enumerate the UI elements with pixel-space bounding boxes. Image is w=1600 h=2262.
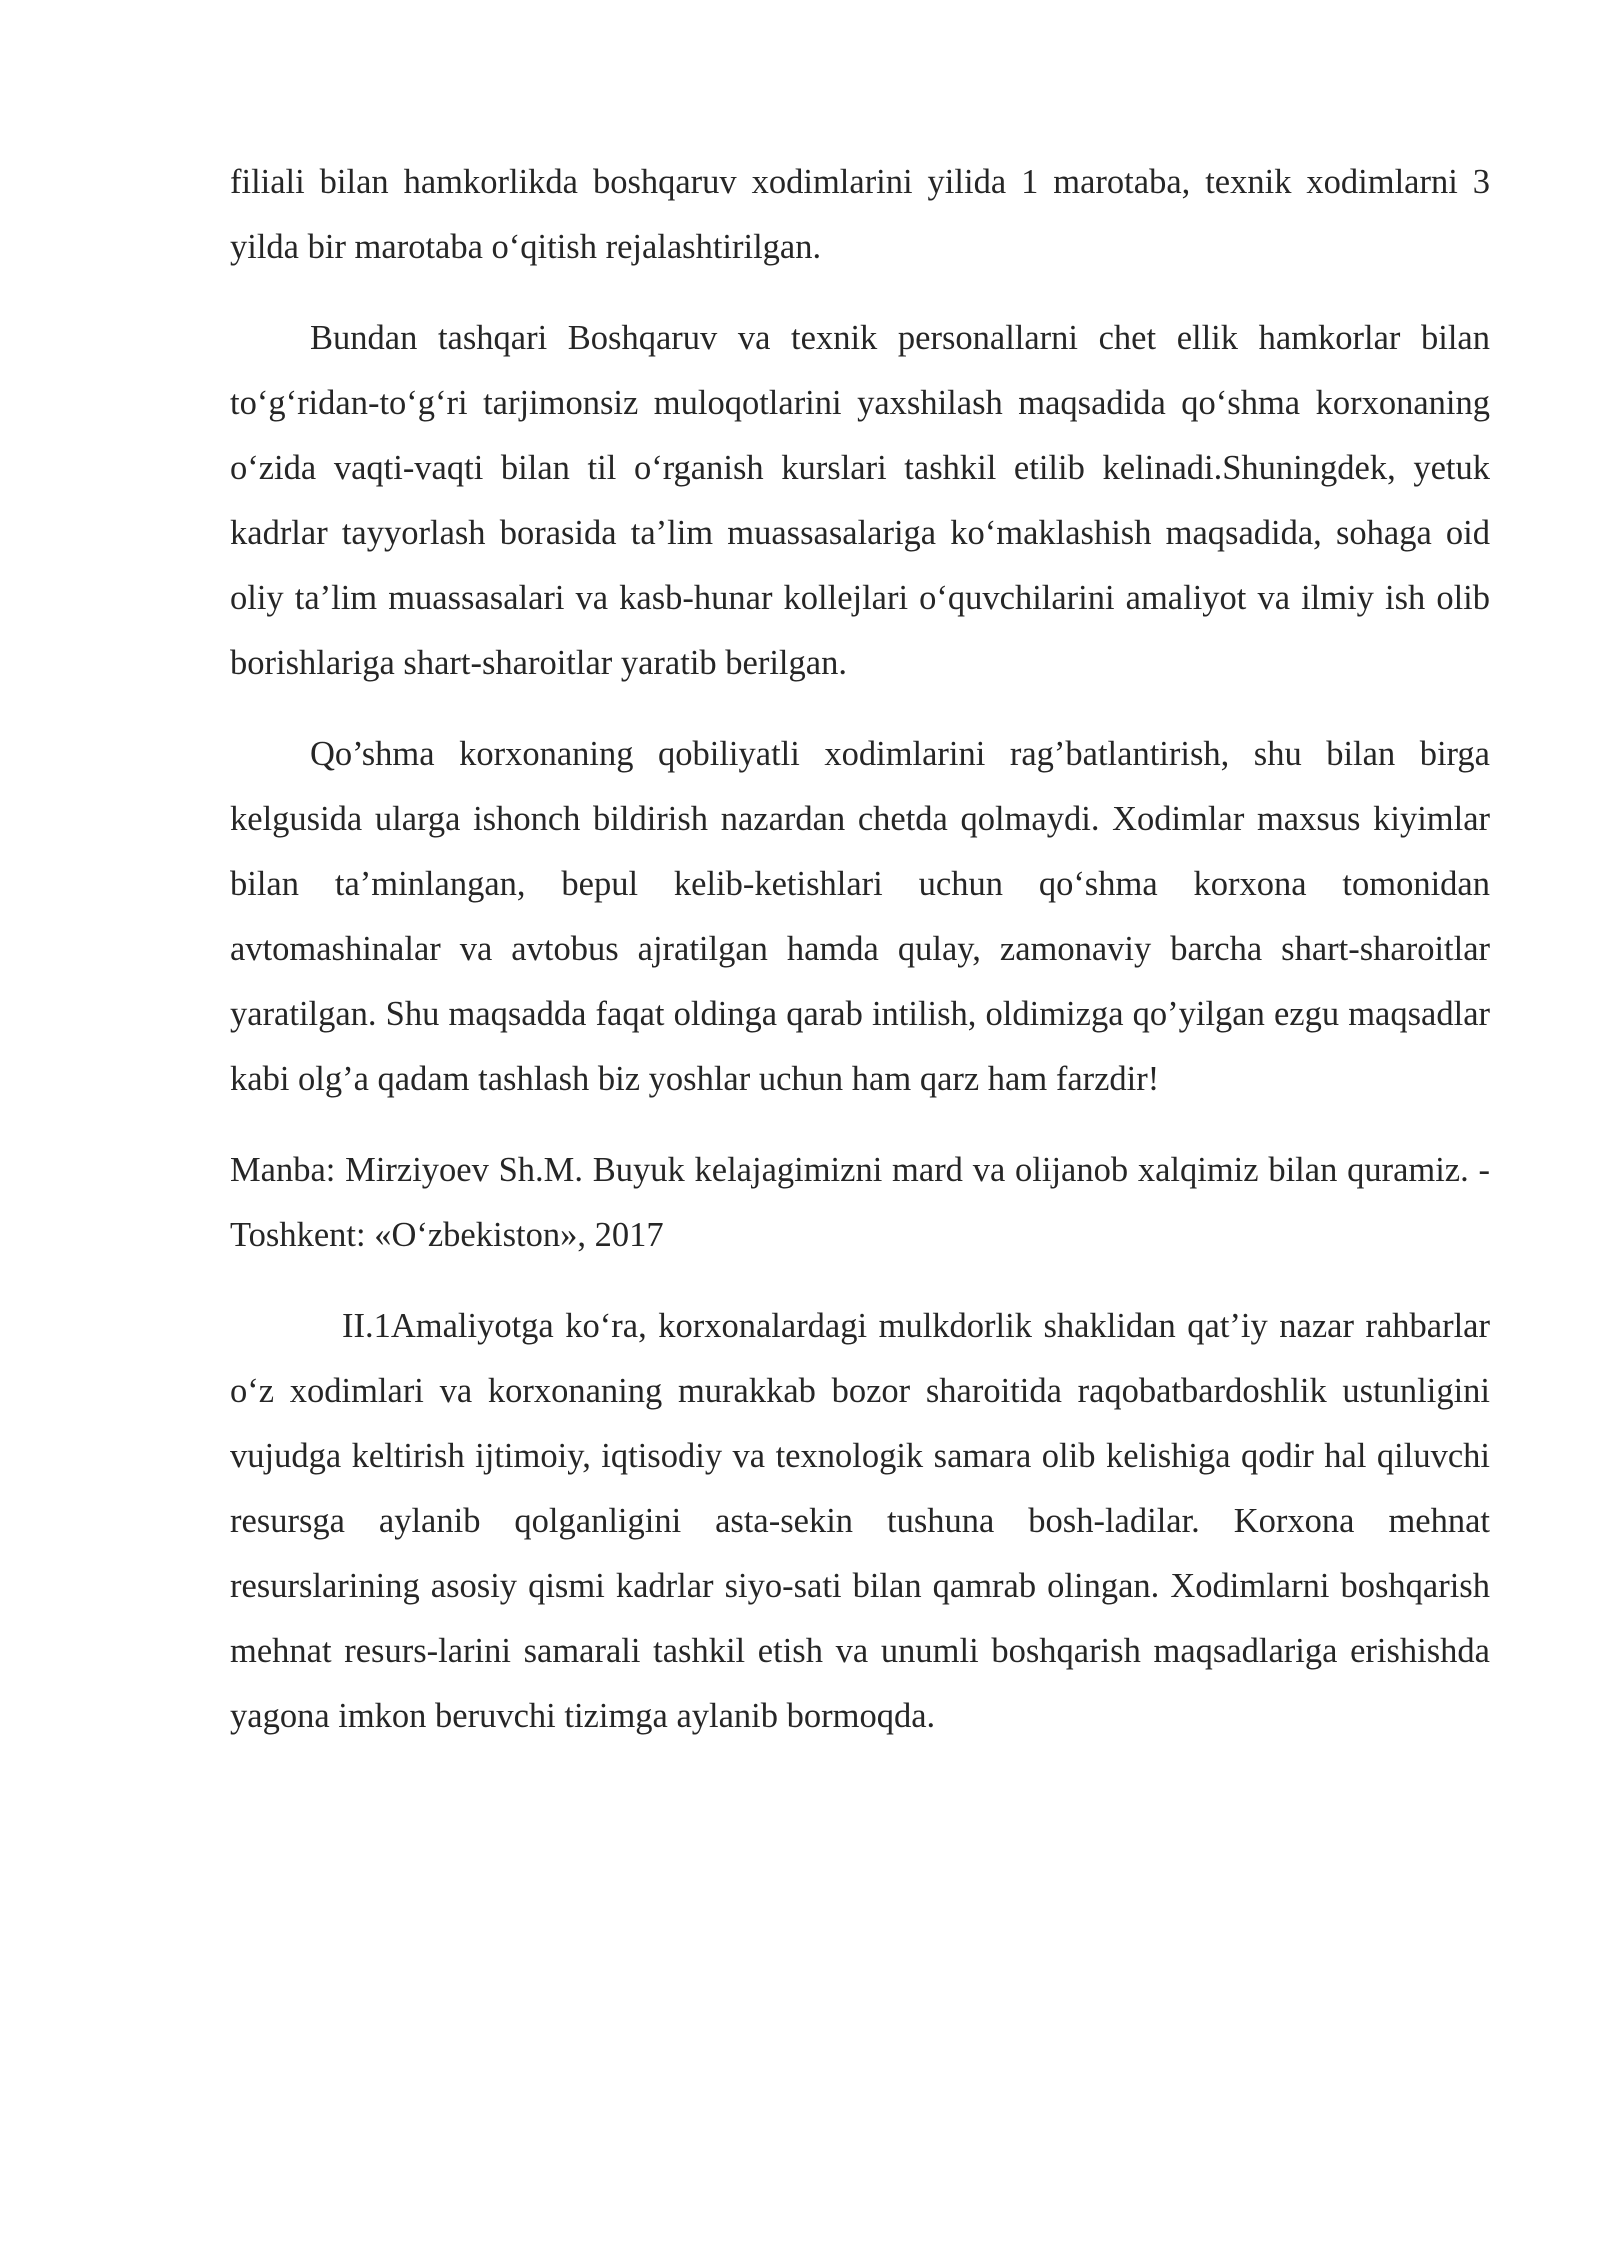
paragraph-training: Bundan tashqari Boshqaruv va texnik personallarni chet ellik hamkorlar bilan to‘g‘ridan-to‘g‘ri tarjimonsiz muloqotlarini yaxshilash maqsadida qo‘shma korxonaning o‘zida vaqti-vaqti bilan til o‘rganish kurslari tashkil etilib kelinadi.Shuningdek, yetuk kadrlar tayyorlash borasida ta’lim muassasalariga ko‘maklashish maqsadida, sohaga oid oliy ta’lim muassasalari va kasb-hunar kollejlari o‘quvchilarini amaliyot va ilmiy ish olib borishlariga shart-sharoitlar yaratib berilgan.: [230, 319, 1490, 682]
paragraph-incentives: Qo’shma korxonaning qobiliyatli xodimlarini rag’batlantirish, shu bilan birga kelgusida ularga ishonch bildirish nazardan chetda qolmaydi. Xodimlar maxsus kiyimlar bilan ta’minlangan, bepul kelib-ketishlari uchun qo‘shma korxona tomonidan avtomashinalar va avtobus ajratilgan hamda qulay, zamonaviy barcha shart-sharoitlar yaratilgan. Shu maqsadda faqat oldinga qarab intilish, oldimizga qo’yilgan ezgu maqsadlar kabi olg’a qadam tashlash biz yoshlar uchun ham qarz ham farzdir!: [230, 735, 1490, 1098]
paragraph-section-ii-1: II.1Amaliyotga ko‘ra, korxonalardagi mulkdorlik shaklidan qat’iy nazar rahbarlar o‘z xodimlari va korxonaning murakkab bozor sharoitida raqobatbardoshlik ustunligini vujudga keltirish ijtimoiy, iqtisodiy va texnologik samara olib kelishiga qodir hal qiluvchi resursga aylanib qolganligini asta-sekin tushuna bosh-ladilar. Korxona mehnat resurslarining asosiy qismi kadrlar siyo-sati bilan qamrab olingan. Xodimlarni boshqarish mehnat resurs-larini samarali tashkil etish va unumli boshqarish maqsadlariga erishishda yagona imkon beruvchi tizimga aylanib bormoqda.: [230, 1307, 1490, 1735]
source-citation: Manba: Mirziyoev Sh.M. Buyuk kelajagimizni mard va olijanob xalqimiz bilan quramiz. - Toshkent: «O‘zbekiston», 2017: [230, 1151, 1490, 1254]
document-page: [230, 150, 1490, 1749]
paragraph-continuation: filiali bilan hamkorlikda boshqaruv xodimlarini yilida 1 marotaba, texnik xodimlarni 3 yilda bir marotaba o‘qitish rejalashtirilgan.: [230, 163, 1490, 266]
